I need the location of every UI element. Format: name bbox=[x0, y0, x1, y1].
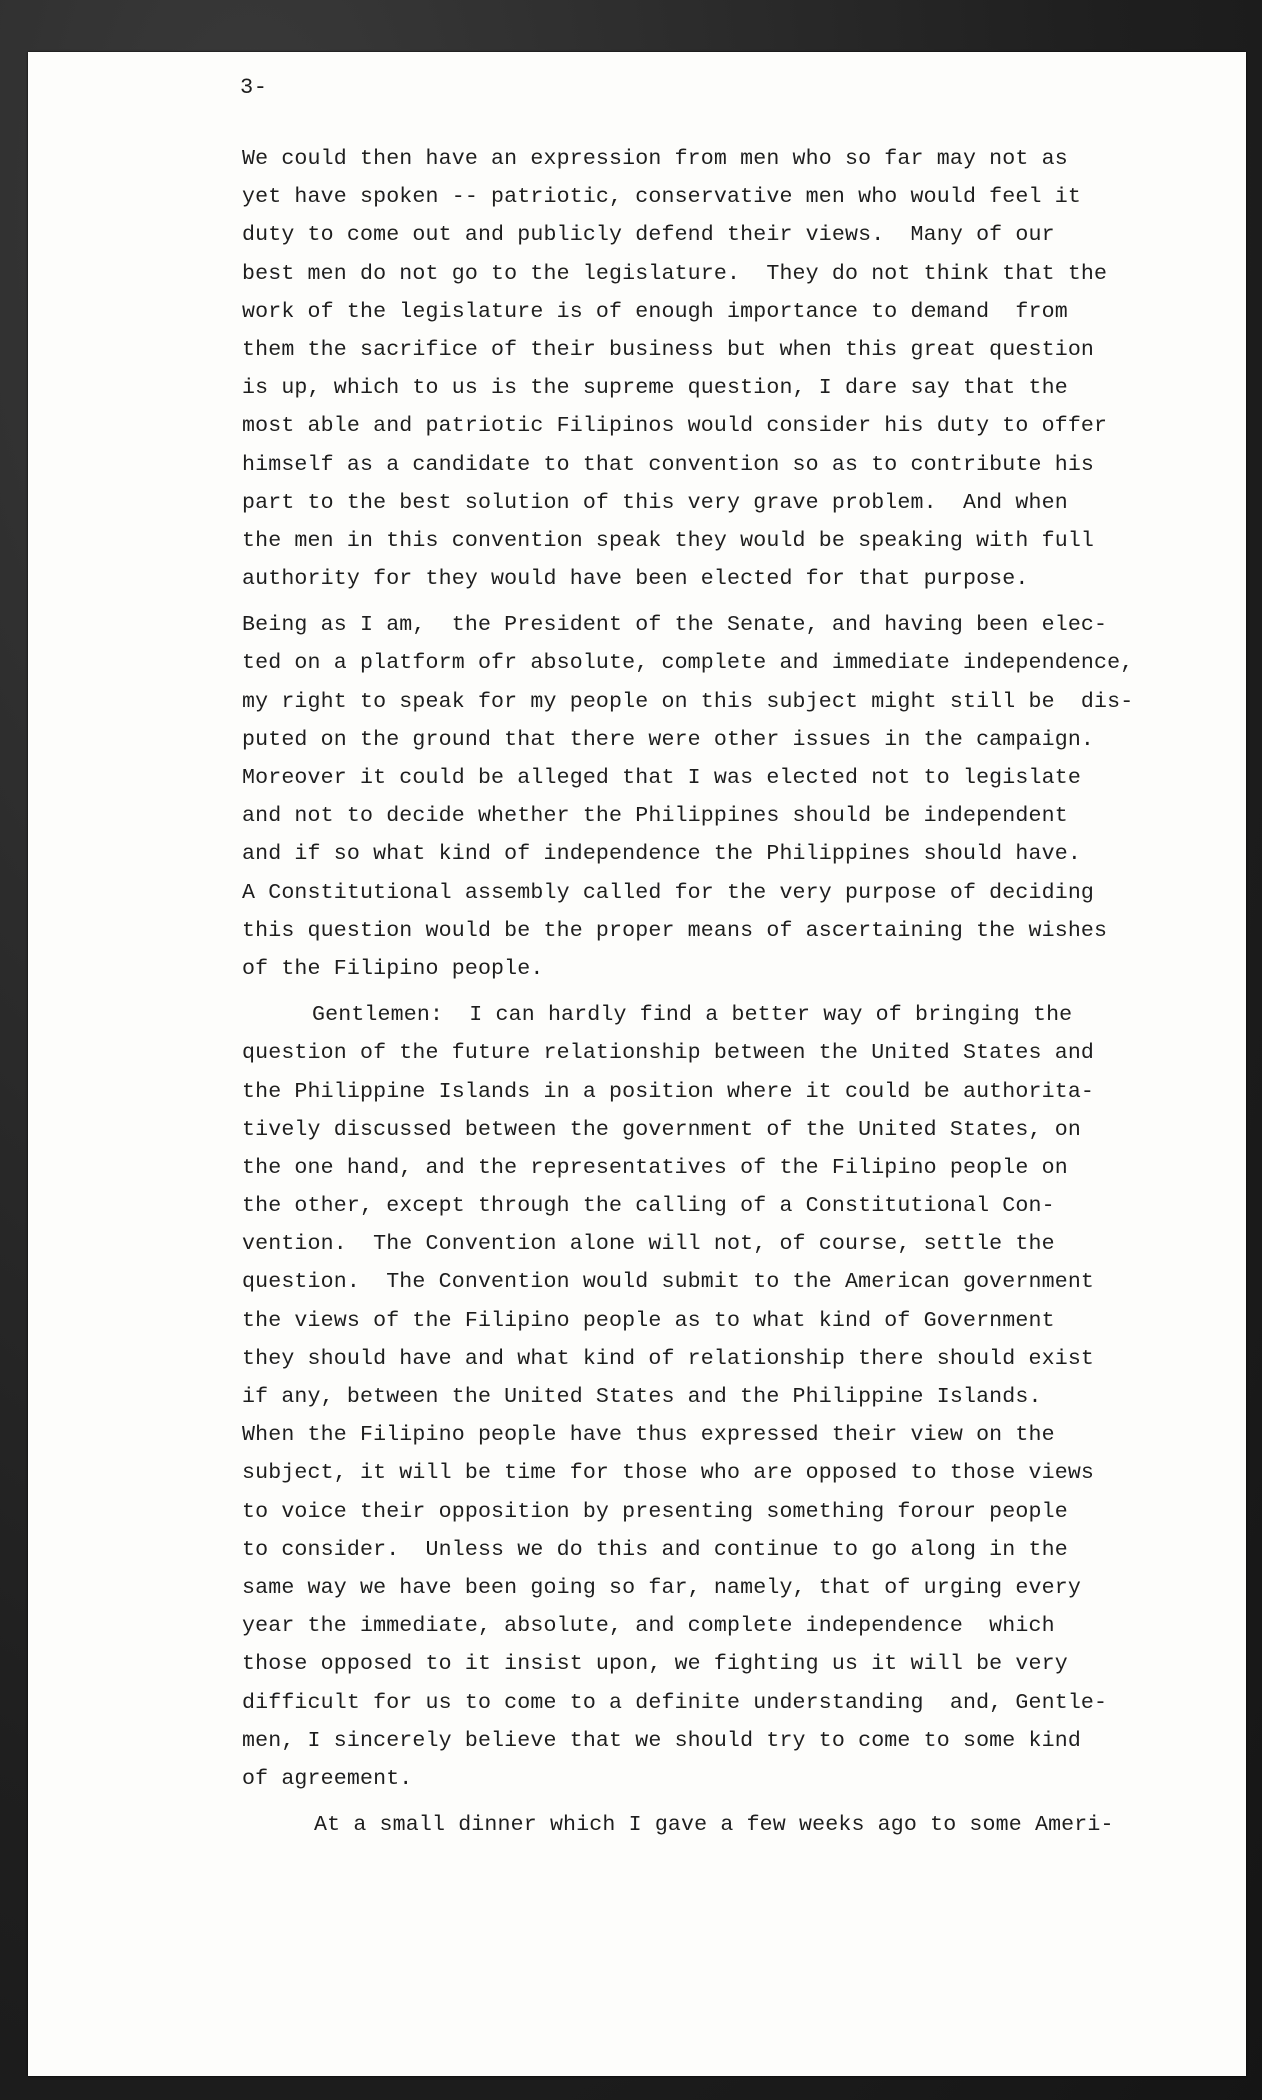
text-line: work of the legislature is of enough importance to demand from bbox=[242, 299, 1068, 324]
paragraph-gap bbox=[242, 1798, 1162, 1806]
text-line: When the Filipino people have thus expressed their view on the bbox=[242, 1423, 1055, 1448]
text-line: Gentlemen: I can hardly find a better way of bringing the bbox=[312, 1003, 1073, 1028]
text-line: and not to decide whether the Philippines should be independent bbox=[242, 804, 1068, 829]
text-line: subject, it will be time for those who are opposed to those views bbox=[242, 1461, 1095, 1486]
text-line: same way we have been going so far, namely, that of urging every bbox=[242, 1575, 1081, 1600]
text-line: duty to come out and publicly defend their views. Many of our bbox=[242, 223, 1055, 248]
text-line: year the immediate, absolute, and complete independence which bbox=[242, 1614, 1055, 1639]
text-line: question. The Convention would submit to the American government bbox=[242, 1270, 1095, 1295]
text-line: they should have and what kind of relationship there should exist bbox=[242, 1346, 1095, 1371]
text-line: if any, between the United States and the Philippine Islands. bbox=[242, 1385, 1042, 1409]
text-line: Being as I am, the President of the Senate, and having been elec- bbox=[242, 613, 1108, 638]
paragraph-gap bbox=[242, 988, 1162, 996]
text-line: part to the best solution of this very grave problem. And when bbox=[242, 490, 1068, 515]
text-line: my right to speak for my people on this subject might still be dis- bbox=[242, 689, 1134, 714]
text-line: the one hand, and the representatives of the Filipino people on bbox=[242, 1155, 1068, 1180]
text-line: the other, except through the calling of a Constitutional Con- bbox=[242, 1194, 1055, 1219]
text-line: vention. The Convention alone will not, of course, settle the bbox=[242, 1232, 1055, 1257]
text-line: puted on the ground that there were other issues in the campaign. bbox=[242, 727, 1095, 752]
text-line: authority for they would have been elected for that purpose. bbox=[242, 567, 1029, 592]
paragraph-3 bbox=[242, 996, 1162, 1798]
text-line: is up, which to us is the supreme question, I dare say that the bbox=[242, 376, 1068, 401]
text-line: the Philippine Islands in a position where it could be authorita- bbox=[242, 1079, 1095, 1104]
text-line: question of the future relationship between the United States and bbox=[242, 1041, 1095, 1066]
text-line: yet have spoken -- patriotic, conservative men who would feel it bbox=[242, 185, 1081, 210]
text-line: to consider. Unless we do this and continue to go along in the bbox=[242, 1537, 1068, 1562]
text-line: most able and patriotic Filipinos would consider his duty to offer bbox=[242, 414, 1108, 439]
text-line: and if so what kind of independence the Philippines should have. bbox=[242, 842, 1081, 867]
text-line: this question would be the proper means of ascertaining the wishes bbox=[242, 918, 1108, 943]
text-line: men, I sincerely believe that we should try to come to some kind bbox=[242, 1728, 1081, 1753]
text-line: ted on a platform ofr absolute, complete and immediate independence, bbox=[242, 651, 1134, 676]
text-line: best men do not go to the legislature. They do not think that the bbox=[242, 261, 1108, 286]
text-line: We could then have an expression from men who so far may not as bbox=[242, 147, 1068, 171]
text-line: At a small dinner which I gave a few weeks ago to some Ameri- bbox=[314, 1813, 1114, 1838]
text-line: Moreover it could be alleged that I was elected not to legislate bbox=[242, 766, 1081, 790]
text-line: A Constitutional assembly called for the very purpose of deciding bbox=[242, 880, 1095, 905]
page-number: 3- bbox=[240, 75, 268, 100]
text-line: himself as a candidate to that convention so as to contribute his bbox=[242, 452, 1095, 477]
text-line: the views of the Filipino people as to what kind of Government bbox=[242, 1308, 1055, 1333]
text-line: the men in this convention speak they would be speaking with full bbox=[242, 528, 1095, 553]
document-body bbox=[242, 140, 1162, 1844]
text-line: of agreement. bbox=[242, 1766, 413, 1791]
paragraph-4 bbox=[242, 1806, 1162, 1844]
text-line: to voice their opposition by presenting something forour people bbox=[242, 1499, 1068, 1524]
text-line: of the Filipino people. bbox=[242, 956, 544, 981]
text-line: difficult for us to come to a definite understanding and, Gentle- bbox=[242, 1690, 1108, 1715]
text-line: them the sacrifice of their business but when this great question bbox=[242, 337, 1095, 362]
paragraph-2 bbox=[242, 606, 1162, 988]
text-line: those opposed to it insist upon, we fighting us it will be very bbox=[242, 1652, 1068, 1677]
text-line: tively discussed between the government of the United States, on bbox=[242, 1117, 1081, 1142]
paragraph-1 bbox=[242, 140, 1162, 598]
paragraph-gap bbox=[242, 598, 1162, 606]
